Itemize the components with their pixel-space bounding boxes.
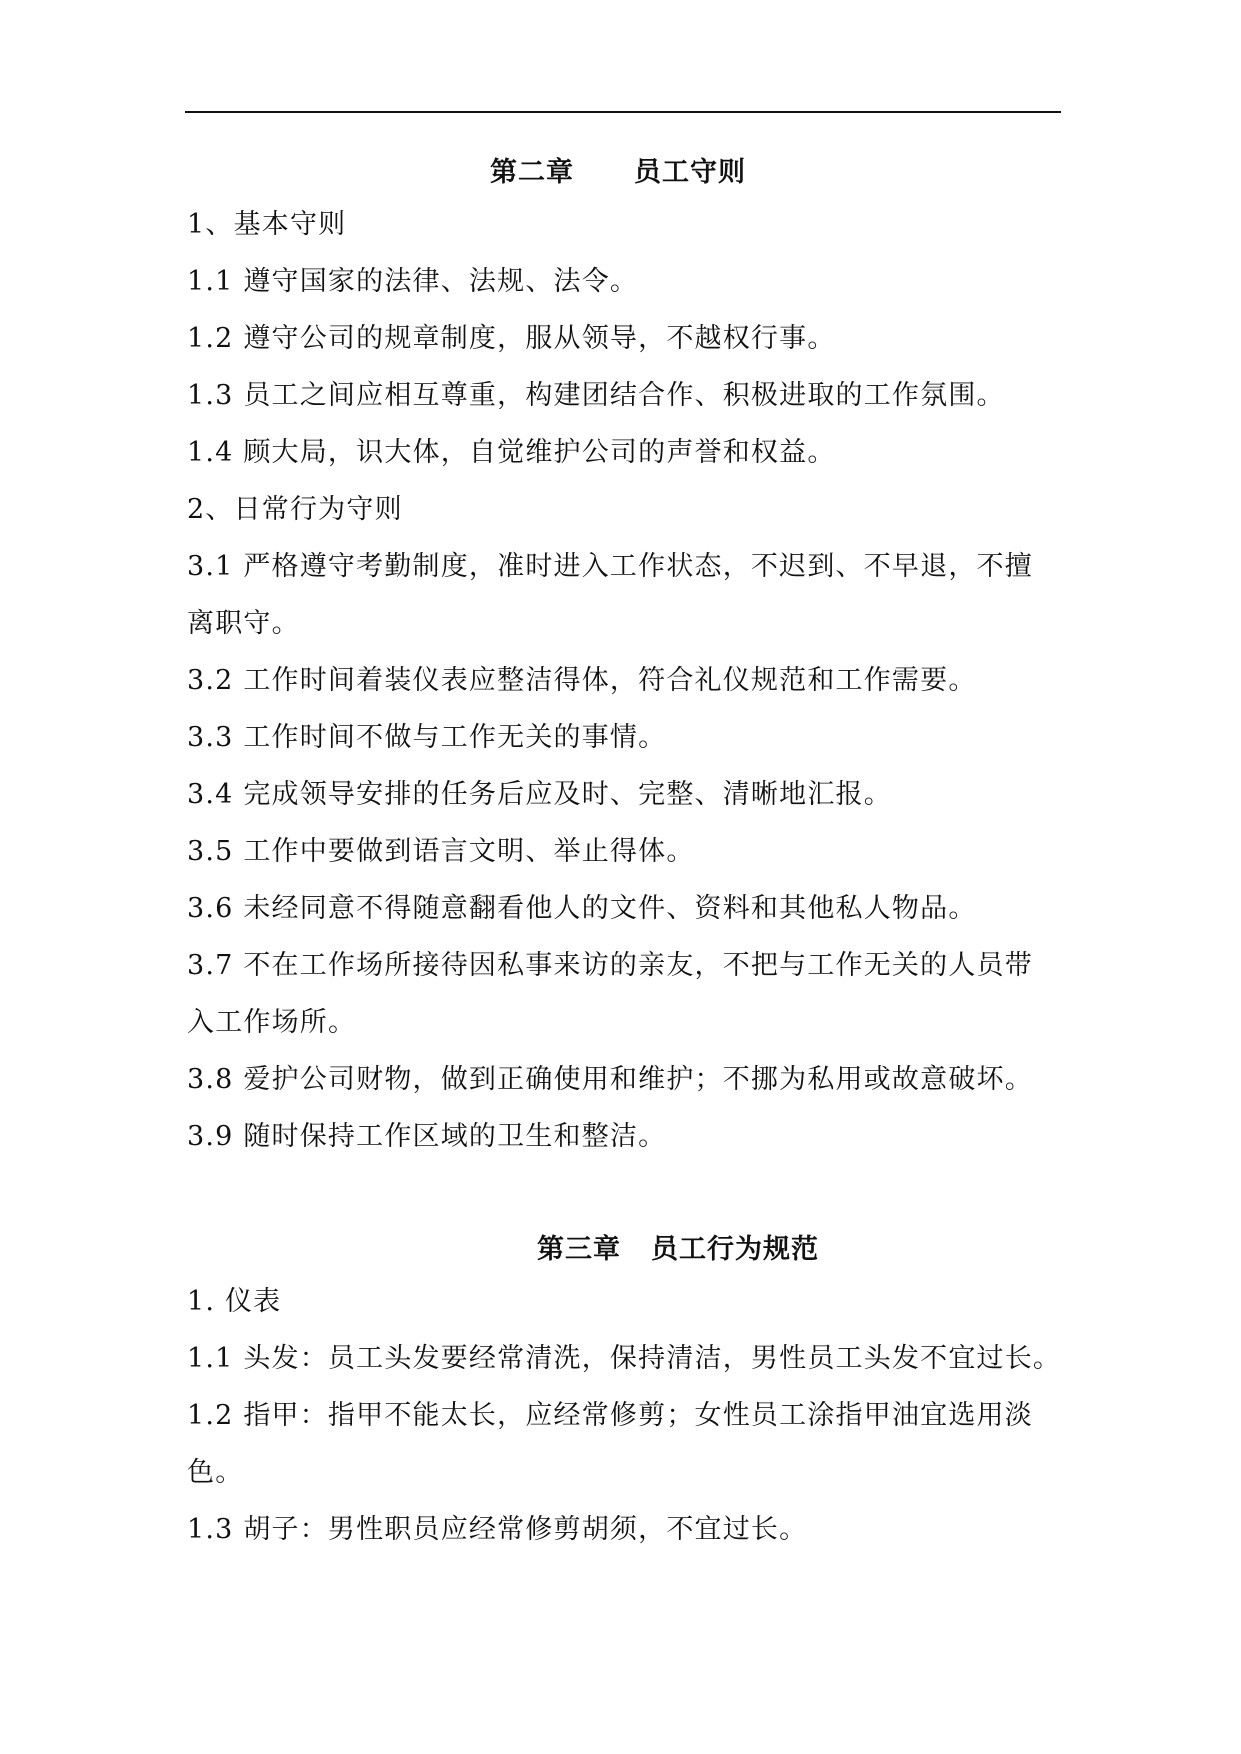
paragraph-line: 3.1 严格遵守考勤制度，准时进入工作状态，不迟到、不早退，不擅 <box>187 551 1033 582</box>
paragraph-line: 1.3 胡子：男性职员应经常修剪胡须，不宜过长。 <box>187 1514 808 1545</box>
paragraph-line: 3.5 工作中要做到语言文明、举止得体。 <box>187 836 695 867</box>
chapter-2-name: 员工守则 <box>634 157 746 188</box>
chapter-2-title <box>490 150 746 189</box>
section-heading: 2、日常行为守则 <box>187 494 403 525</box>
paragraph-line: 3.7 不在工作场所接待因私事来访的亲友，不把与工作无关的人员带 <box>187 950 1033 981</box>
paragraph-line: 1.1 头发：员工头发要经常清洗，保持清洁，男性员工头发不宜过长。 <box>187 1343 1062 1374</box>
paragraph-line: 3.3 工作时间不做与工作无关的事情。 <box>187 722 667 753</box>
paragraph-line: 入工作场所。 <box>187 1007 357 1038</box>
paragraph-line: 1.1 遵守国家的法律、法规、法令。 <box>187 266 639 297</box>
section-heading: 1. 仪表 <box>187 1286 282 1317</box>
paragraph-line: 3.9 随时保持工作区域的卫生和整洁。 <box>187 1121 667 1152</box>
chapter-3-name: 员工行为规范 <box>651 1234 819 1265</box>
chapter-3-title <box>537 1227 819 1266</box>
paragraph-line: 1.2 指甲：指甲不能太长，应经常修剪；女性员工涂指甲油宜选用淡 <box>187 1400 1033 1431</box>
chapter-3-number: 第三章 <box>537 1234 621 1265</box>
paragraph-line: 色。 <box>187 1457 244 1488</box>
paragraph-line: 离职守。 <box>187 608 300 639</box>
section-heading: 1、基本守则 <box>187 209 347 240</box>
header-rule <box>185 111 1061 113</box>
paragraph-line: 1.3 员工之间应相互尊重，构建团结合作、积极进取的工作氛围。 <box>187 380 1005 411</box>
paragraph-line: 1.4 顾大局，识大体，自觉维护公司的声誉和权益。 <box>187 437 836 468</box>
chapter-2-number: 第二章 <box>490 157 574 188</box>
paragraph-line: 3.6 未经同意不得随意翻看他人的文件、资料和其他私人物品。 <box>187 893 977 924</box>
paragraph-line: 3.4 完成领导安排的任务后应及时、完整、清晰地汇报。 <box>187 779 892 810</box>
paragraph-line: 3.2 工作时间着装仪表应整洁得体，符合礼仪规范和工作需要。 <box>187 665 977 696</box>
paragraph-line: 1.2 遵守公司的规章制度，服从领导，不越权行事。 <box>187 323 836 354</box>
paragraph-line: 3.8 爱护公司财物，做到正确使用和维护；不挪为私用或故意破坏。 <box>187 1064 1033 1095</box>
